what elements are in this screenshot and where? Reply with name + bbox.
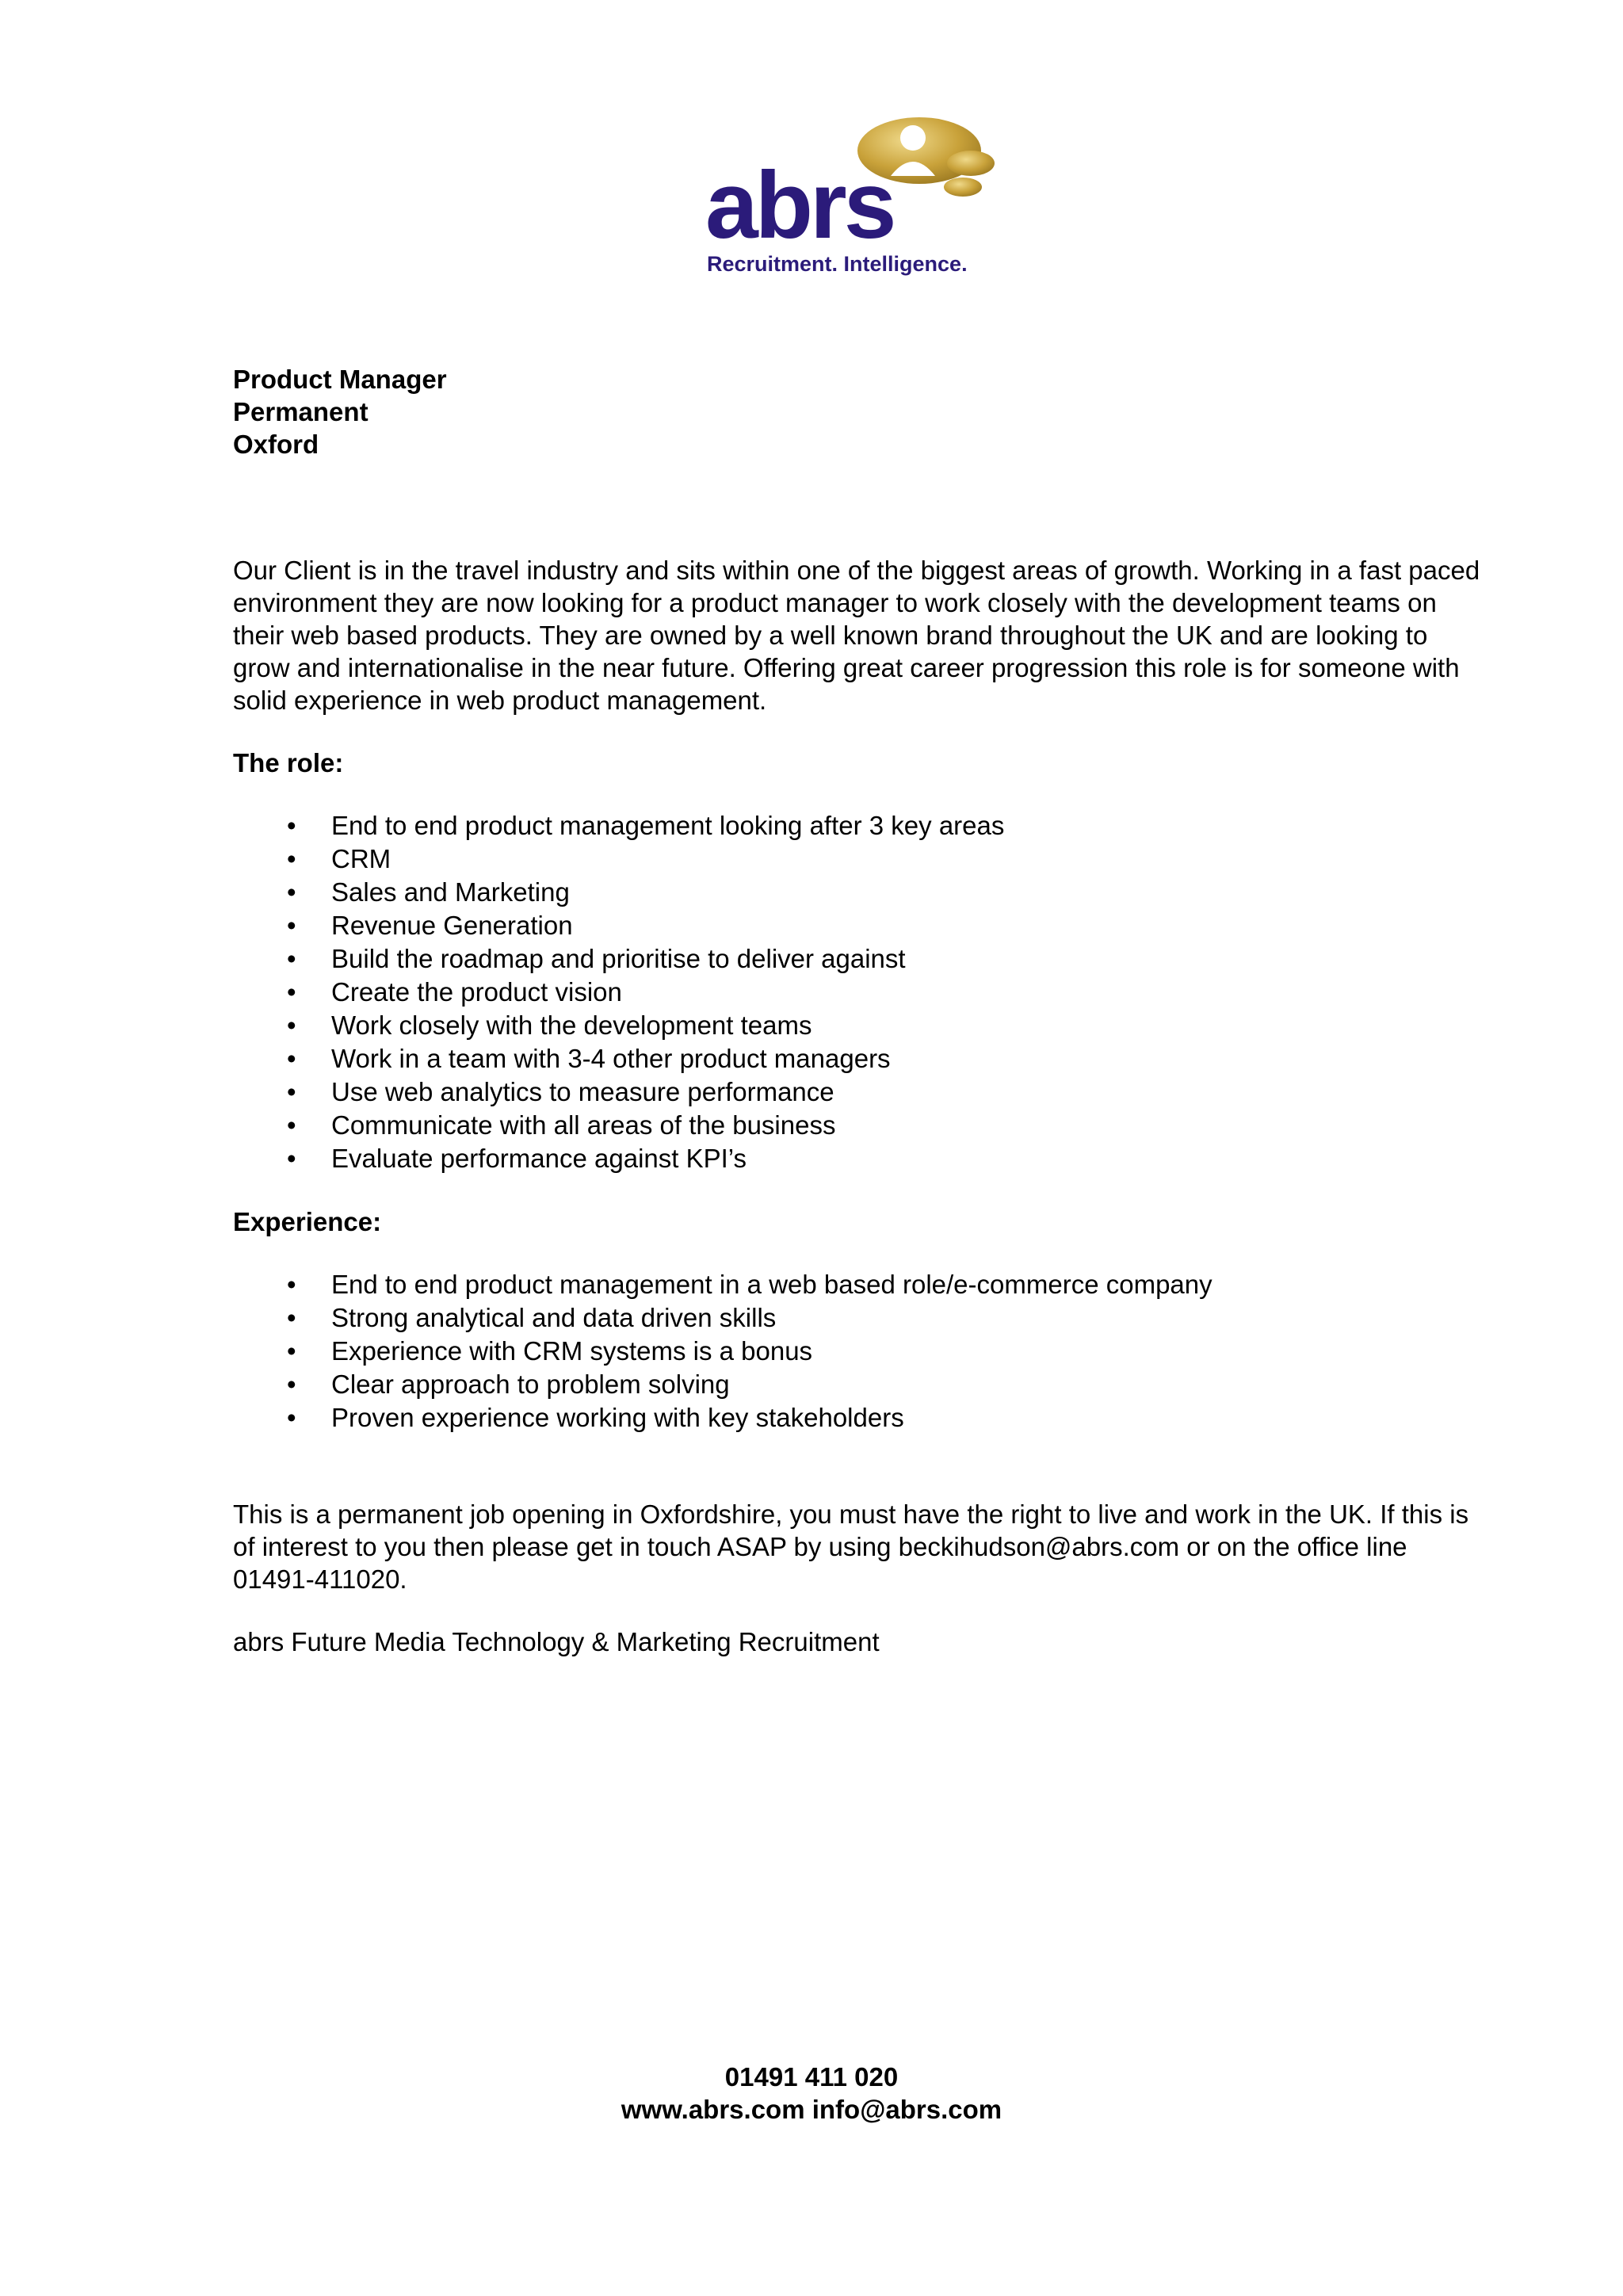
bullet-icon: • [287, 1370, 296, 1399]
list-item [233, 842, 1485, 876]
list-item [233, 809, 1485, 842]
list-item-text: Evaluate performance against KPI’s [331, 1144, 747, 1173]
list-item [233, 1368, 1485, 1401]
bullet-icon: • [287, 1336, 296, 1366]
bullet-icon: • [287, 944, 296, 973]
list-item [233, 976, 1485, 1009]
job-type: Permanent [233, 397, 369, 426]
role-list [233, 809, 1485, 1175]
list-item-text: Proven experience working with key stakeholders [331, 1403, 904, 1432]
logo-tagline: Recruitment. Intelligence. [707, 252, 968, 276]
list-item-text: CRM [331, 844, 391, 873]
bullet-icon: • [287, 1010, 296, 1040]
list-item [233, 1042, 1485, 1075]
list-item-text: Communicate with all areas of the business [331, 1110, 836, 1140]
list-item-text: Use web analytics to measure performance [331, 1077, 834, 1106]
list-item-text: Revenue Generation [331, 911, 573, 940]
list-item-text: End to end product management in a web based role/e-commerce company [331, 1270, 1212, 1299]
list-item-text: Work closely with the development teams [331, 1010, 812, 1040]
list-item-text: Experience with CRM systems is a bonus [331, 1336, 813, 1366]
list-item-text: End to end product management looking after 3 key areas [331, 811, 1005, 840]
list-item [233, 1075, 1485, 1109]
list-item-text: Create the product vision [331, 977, 622, 1007]
logo-wordmark: abrs [705, 152, 894, 258]
job-title: Product Manager [233, 365, 447, 394]
footer-phone: 01491 411 020 [724, 2062, 899, 2092]
list-item-text: Build the roadmap and prioritise to deliver against [331, 944, 906, 973]
bullet-icon: • [287, 1144, 296, 1173]
experience-list [233, 1268, 1485, 1435]
logo-bubble-small [944, 178, 982, 197]
list-item-text: Strong analytical and data driven skills [331, 1303, 777, 1332]
bullet-icon: • [287, 1077, 296, 1106]
experience-section-title: Experience: [233, 1207, 382, 1236]
bullet-icon: • [287, 1303, 296, 1332]
company-logo [697, 111, 1006, 277]
list-item-text: Work in a team with 3-4 other product managers [331, 1044, 891, 1073]
job-heading [233, 363, 1485, 460]
list-item-text: Clear approach to problem solving [331, 1370, 730, 1399]
list-item-text: Sales and Marketing [331, 877, 570, 907]
bullet-icon: • [287, 1044, 296, 1073]
list-item [233, 909, 1485, 942]
document-body [233, 363, 1485, 1658]
page-footer [0, 2061, 1623, 2126]
list-item [233, 1335, 1485, 1368]
list-item [233, 1009, 1485, 1042]
bullet-icon: • [287, 1110, 296, 1140]
list-item [233, 1109, 1485, 1142]
intro-paragraph: Our Client is in the travel industry and sits within one of the biggest areas of growth. Working in a fast paced environment they are now looking for a product manager to work closely with the development teams on their web based products. They are owned by a well known brand throughout the UK and are looking to grow and internationalise in the near future. Offering great career progression this role is for someone with solid experience in web product management. [233, 556, 1480, 715]
role-section-title: The role: [233, 748, 344, 777]
job-location: Oxford [233, 430, 319, 459]
bullet-icon: • [287, 1270, 296, 1299]
bullet-icon: • [287, 877, 296, 907]
list-item [233, 876, 1485, 909]
bullet-icon: • [287, 911, 296, 940]
list-item [233, 942, 1485, 976]
list-item [233, 1401, 1485, 1435]
logo-person-head [900, 125, 926, 151]
signoff-line: abrs Future Media Technology & Marketing Recruitment [233, 1627, 880, 1656]
bullet-icon: • [287, 977, 296, 1007]
logo-bubble-medium [947, 151, 995, 176]
closing-paragraph: This is a permanent job opening in Oxfordshire, you must have the right to live and work in the UK. If this is of interest to you then please get in touch ASAP by using beckihudson@abrs.com or on the office line 01491-411020. [233, 1499, 1469, 1594]
list-item [233, 1268, 1485, 1301]
list-item [233, 1301, 1485, 1335]
abrs-logo-graphic [697, 111, 1006, 277]
list-item [233, 1142, 1485, 1175]
bullet-icon: • [287, 811, 296, 840]
footer-contact: www.abrs.com info@abrs.com [621, 2095, 1002, 2124]
bullet-icon: • [287, 1403, 296, 1432]
bullet-icon: • [287, 844, 296, 873]
